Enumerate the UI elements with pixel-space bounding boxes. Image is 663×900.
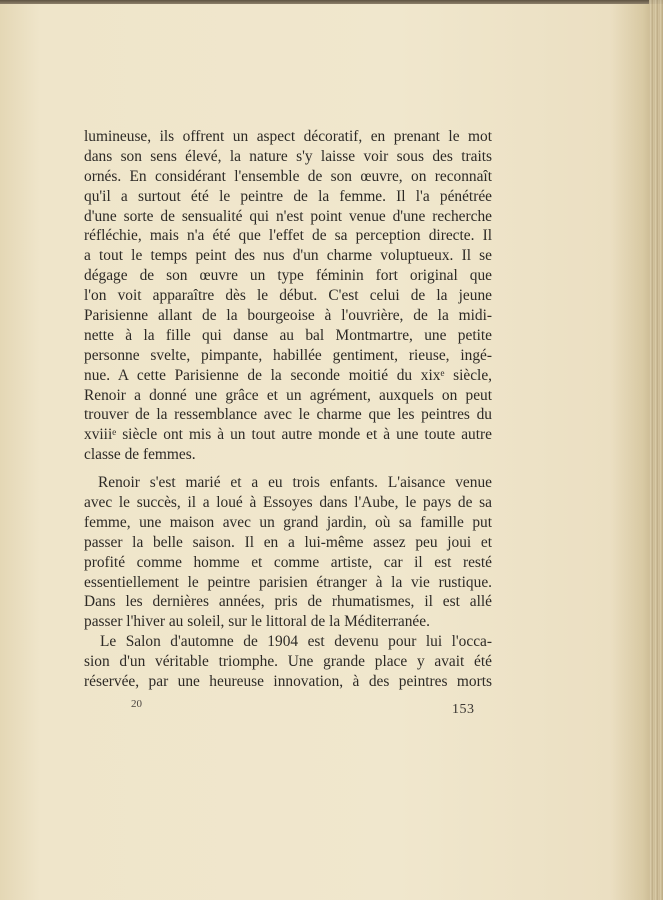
text-line: d'une sorte de sensualité qui n'est point venue d'une recherche: [84, 207, 492, 225]
text-line: Parisienne allant de la bourgeoise à l'ouvrière, de la midi-: [84, 307, 492, 325]
text-line: ornés. En considérant l'ensemble de son œuvre, on reconnaît: [84, 167, 492, 185]
text-line: Renoir s'est marié et a eu trois enfants. L'aisance venue: [98, 474, 492, 492]
paragraph: [84, 127, 492, 465]
text-line: dégage de son œuvre un type féminin fort original que: [84, 267, 492, 285]
text-line: Le Salon d'automne de 1904 est devenu pour lui l'occa-: [100, 633, 492, 651]
text-line: réfléchie, mais n'a été que l'effet de sa perception directe. Il: [84, 227, 492, 245]
text-line: essentiellement le peintre parisien étranger à la vie rustique.: [84, 573, 492, 591]
text-line: femme, une maison avec un grand jardin, où sa famille put: [84, 513, 492, 531]
text-line: xviiiᵉ siècle ont mis à un tout autre monde et à une toute autre: [84, 426, 492, 444]
text-line: trouver de la ressemblance avec le charme que les peintres du: [84, 406, 492, 424]
page-number: 153: [452, 702, 475, 717]
text-line: réservée, par une heureuse innovation, à des peintres morts: [84, 673, 492, 691]
text-line: l'on voit apparaître dès le début. C'est celui de la jeune: [84, 287, 492, 305]
text-line: sion d'un véritable triomphe. Une grande place y avait été: [84, 653, 492, 671]
page-fore-edge: [649, 0, 663, 900]
page-top-edge: [0, 0, 663, 4]
text-line: dans son sens élevé, la nature s'y laisse voir sous des traits: [84, 147, 492, 165]
text-line: Dans les dernières années, pris de rhumatismes, il est allé: [84, 593, 492, 611]
signature-mark: 20: [131, 698, 142, 710]
text-line: Renoir a donné une grâce et un agrément, auxquels on peut: [84, 386, 492, 404]
text-line: personne svelte, pimpante, habillée gentiment, rieuse, ingé-: [84, 346, 492, 364]
text-line: lumineuse, ils offrent un aspect décoratif, en prenant le mot: [84, 128, 492, 145]
paragraph: [84, 473, 492, 632]
text-line: qu'il a surtout été le peintre de la femme. Il l'a pénétrée: [84, 187, 492, 205]
paragraph: [84, 632, 492, 692]
text-line: a tout le temps peint des nus d'un charme voluptueux. Il se: [84, 247, 492, 265]
text-line: avec le succès, il a loué à Essoyes dans l'Aube, le pays de sa: [84, 494, 492, 512]
text-line: nette à la fille qui danse au bal Montmartre, une petite: [84, 326, 492, 344]
text-line: passer la belle saison. Il en a lui-même assez peu joui et: [84, 533, 492, 551]
text-line: passer l'hiver au soleil, sur le littoral de la Méditerranée.: [84, 613, 430, 631]
text-line: profité comme homme et comme artiste, car il est resté: [84, 553, 492, 571]
paragraph-gap: [84, 465, 492, 473]
text-line: classe de femmes.: [84, 446, 196, 464]
body-text: [84, 127, 492, 692]
text-line: nue. A cette Parisienne de la seconde moitié du xixᵉ siècle,: [84, 366, 492, 384]
